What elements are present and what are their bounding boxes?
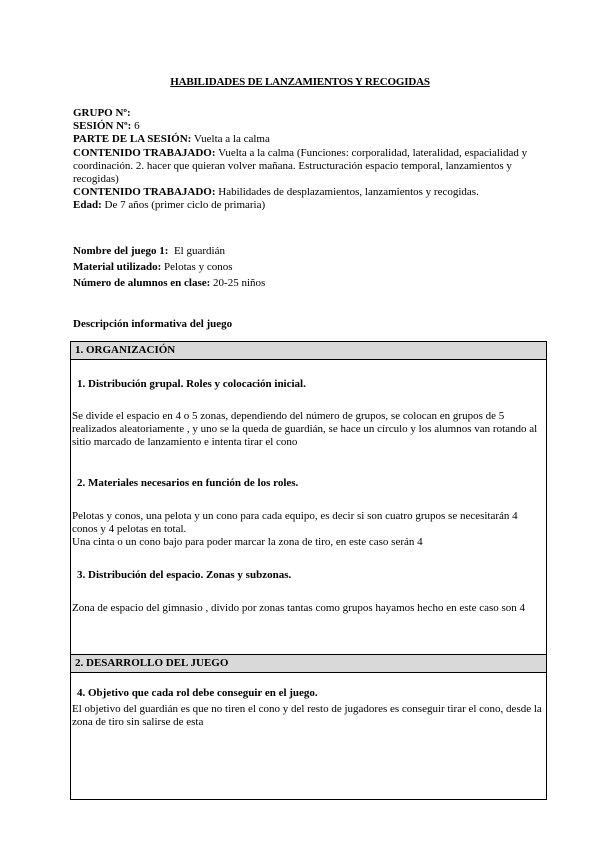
text-distribucion-grupal: Se divide el espacio en 4 o 5 zonas, dependiendo del número de grupos, se colocan en grupos de 5 realizados aleatoriamente , y uno se la queda de guardián, se hace un círculo y los alumnos van rotando al sitio marcado de lanzamiento e intenta tirar el cono bbox=[72, 410, 538, 448]
desarrollo-heading: 2. DESARROLLO DEL JUEGO bbox=[71, 655, 547, 673]
edad-value: De 7 años (primer ciclo de primaria) bbox=[104, 199, 266, 212]
alumnos-label: Número de alumnos en clase: bbox=[73, 277, 211, 289]
nombre-line bbox=[73, 243, 533, 259]
organizacion-heading: 1. ORGANIZACIÓN bbox=[71, 342, 547, 360]
contenido1-label: CONTENIDO TRABAJADO: bbox=[73, 146, 216, 159]
text-materiales-a: Pelotas y conos, una pelota y un cono para cada equipo, es decir si son cuatro grupos se necesitarán 4 conos y 4 pelotas en total. bbox=[72, 510, 518, 535]
organizacion-cell bbox=[71, 360, 547, 655]
session-header bbox=[73, 107, 533, 213]
grupo-label: GRUPO Nº: bbox=[73, 107, 131, 119]
nombre-label: Nombre del juego 1: bbox=[73, 245, 169, 257]
material-value: Pelotas y conos bbox=[164, 261, 233, 273]
game-info bbox=[73, 243, 533, 291]
alumnos-value: 20-25 niños bbox=[213, 277, 266, 289]
material-line bbox=[73, 259, 533, 275]
description-title: Descripción informativa del juego bbox=[73, 318, 233, 330]
contenido2-label: CONTENIDO TRABAJADO: bbox=[73, 186, 216, 199]
sesion-value: 6 bbox=[134, 120, 140, 133]
contenido2-value: Habilidades de desplazamientos, lanzamientos y recogidas. bbox=[218, 186, 479, 199]
sub-heading-objetivo: 4. Objetivo que cada rol debe conseguir en el juego. bbox=[77, 687, 318, 699]
sub-heading-espacio: 3. Distribución del espacio. Zonas y subzonas. bbox=[77, 569, 292, 581]
text-espacio: Zona de espacio del gimnasio , divido por zonas tantas como grupos hayamos hecho en este caso son 4 bbox=[72, 602, 526, 614]
text-objetivo: El objetivo del guardián es que no tiren el cono y del resto de jugadores es conseguir tirar el cono, desde la zona de tiro sin salirse de esta bbox=[72, 703, 542, 728]
grupo-line bbox=[73, 107, 533, 120]
nombre-value: El guardián bbox=[173, 245, 225, 257]
contenido2-line bbox=[73, 186, 533, 199]
material-label: Material utilizado: bbox=[73, 261, 162, 273]
document-title: HABILIDADES DE LANZAMIENTOS Y RECOGIDAS bbox=[170, 76, 430, 88]
sub-heading-distribucion-grupal: 1. Distribución grupal. Roles y colocación inicial. bbox=[77, 378, 306, 390]
parte-label: PARTE DE LA SESIÓN: bbox=[73, 133, 192, 146]
contenido1-line bbox=[73, 147, 533, 187]
parte-value: Vuelta a la calma bbox=[193, 133, 270, 146]
edad-line bbox=[73, 199, 533, 212]
desarrollo-cell bbox=[71, 673, 547, 800]
parte-line bbox=[73, 133, 533, 146]
contenido1-value: Vuelta a la calma (Funciones: corporalidad, lateralidad, espacialidad y coordinación. 2. hacer que quieran volver mañana. Estructuración espacio temporal, lanzamientos y recogidas) bbox=[73, 146, 528, 186]
sub-heading-materiales: 2. Materiales necesarios en función de los roles. bbox=[77, 477, 299, 489]
sesion-line bbox=[73, 120, 533, 133]
sesion-label: SESIÓN Nº: bbox=[73, 120, 132, 133]
alumnos-line bbox=[73, 275, 533, 291]
text-materiales-b: Una cinta o un cono bajo para poder marcar la zona de tiro, en este caso serán 4 bbox=[72, 536, 423, 548]
description-table bbox=[70, 341, 547, 800]
edad-label: Edad: bbox=[73, 199, 102, 212]
